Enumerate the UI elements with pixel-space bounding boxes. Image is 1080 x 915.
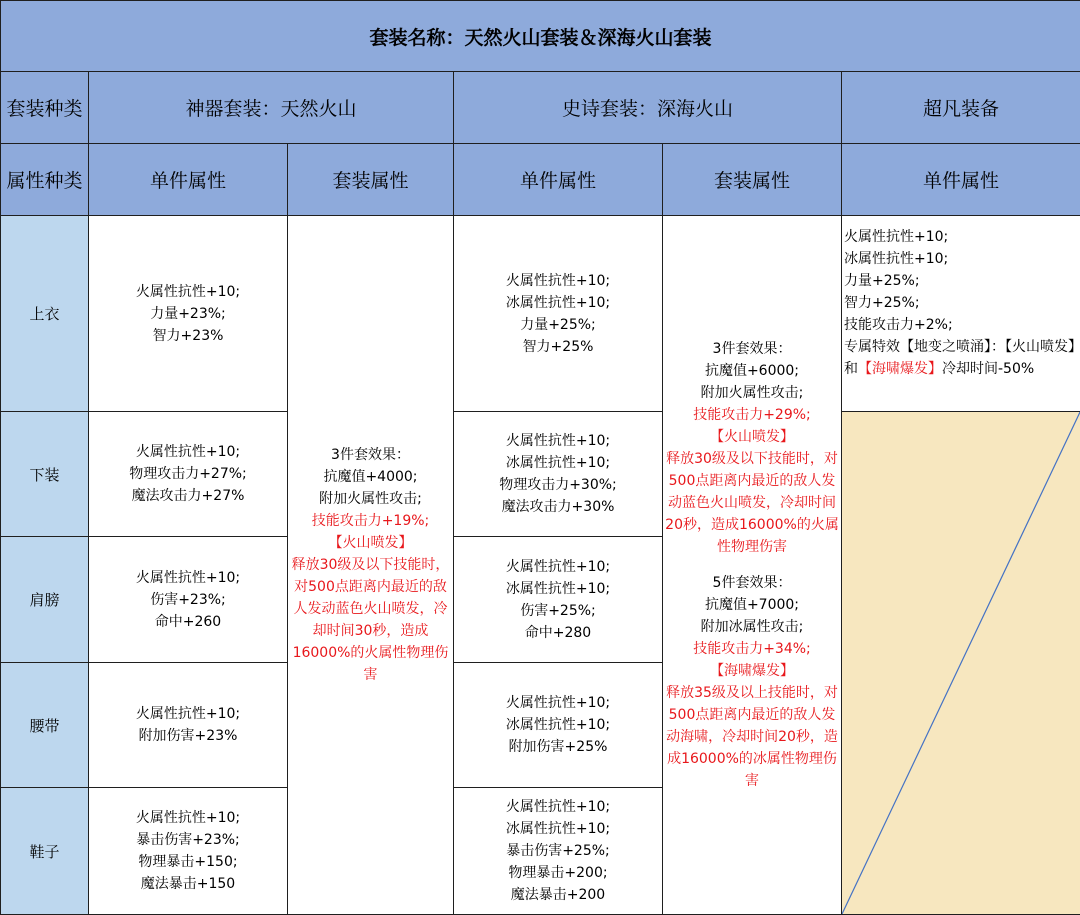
attr-line: 火属性抗性+10; <box>456 556 660 578</box>
attr-line: 暴击伤害+25%; <box>456 840 660 862</box>
special-effect-prefix: 专属特效【地变之喷涌】：【火山喷发】和 <box>844 339 1075 377</box>
attr-line: 命中+260 <box>91 611 285 633</box>
attr-line: 火属性抗性+10; <box>91 567 285 589</box>
attr-line: 火属性抗性+10; <box>91 441 285 463</box>
artifact-set-attr-header: 套装属性 <box>288 144 454 216</box>
epic-single-shoulder <box>454 537 663 663</box>
set-effect-line: 附加火属性攻击; <box>665 382 839 404</box>
attr-line: 物理攻击力+27%; <box>91 463 285 485</box>
set-effect-line: 附加冰属性攻击; <box>665 616 839 638</box>
set-skill-name: 【火山喷发】 <box>290 532 451 554</box>
artifact-single-pants <box>89 412 288 537</box>
special-effect-line <box>844 336 1078 380</box>
artifact-set-header: 神器套装：天然火山 <box>89 72 454 144</box>
attr-line: 力量+23%; <box>91 303 285 325</box>
epic-single-attr-header: 单件属性 <box>454 144 663 216</box>
set-effect-line: 3件套效果： <box>665 338 839 360</box>
epic-set-header: 史诗套装：深海火山 <box>454 72 842 144</box>
epic-set-attr-header: 套装属性 <box>663 144 842 216</box>
attr-line: 冰属性抗性+10; <box>844 248 1078 270</box>
set-type-label: 套装种类 <box>1 72 89 144</box>
artifact-set-attr <box>288 216 454 915</box>
attr-line: 冰属性抗性+10; <box>456 292 660 314</box>
attr-line: 魔法攻击力+27% <box>91 485 285 507</box>
set-skill-name: 【火山喷发】 <box>665 426 839 448</box>
attr-line: 冰属性抗性+10; <box>456 818 660 840</box>
artifact-single-shoulder <box>89 537 288 663</box>
attr-line: 伤害+23%; <box>91 589 285 611</box>
special-effect-suffix: 冷却时间-50% <box>942 361 1034 377</box>
set-effect-red-line: 技能攻击力+29%; <box>665 404 839 426</box>
set-effect-line: 抗魔值+6000; <box>665 360 839 382</box>
set-effect-line: 附加火属性攻击; <box>290 488 451 510</box>
artifact-single-attr-header: 单件属性 <box>89 144 288 216</box>
attr-line: 伤害+25%; <box>456 600 660 622</box>
attr-line: 火属性抗性+10; <box>456 430 660 452</box>
set-effect-line: 抗魔值+7000; <box>665 594 839 616</box>
piece-label-shoulder: 肩膀 <box>1 537 89 663</box>
attr-line: 力量+25%; <box>456 314 660 336</box>
set-skill-name: 【海啸爆发】 <box>665 660 839 682</box>
attr-line: 火属性抗性+10; <box>456 692 660 714</box>
attr-line: 火属性抗性+10; <box>91 703 285 725</box>
set-effect-red-line: 技能攻击力+34%; <box>665 638 839 660</box>
special-effect-red: 【海啸爆发】 <box>858 361 942 377</box>
artifact-single-shoes <box>89 788 288 915</box>
attr-line: 智力+25%; <box>844 292 1078 314</box>
set-effect-line: 3件套效果： <box>290 444 451 466</box>
legendary-single-attr-header: 单件属性 <box>842 144 1080 216</box>
piece-label-belt: 腰带 <box>1 663 89 788</box>
attr-line: 附加伤害+25% <box>456 736 660 758</box>
attr-line: 技能攻击力+2%; <box>844 314 1078 336</box>
set-skill-desc: 释放30级及以下技能时，对500点距离内最近的敌人发动蓝色火山喷发，冷却时间30秒，造成16000%的火属性物理伤害 <box>290 554 451 686</box>
legendary-single-top <box>842 216 1080 412</box>
attr-line: 物理攻击力+30%; <box>456 474 660 496</box>
epic-single-shoes <box>454 788 663 915</box>
piece-label-top: 上衣 <box>1 216 89 412</box>
epic-single-top <box>454 216 663 412</box>
set-effect-line: 抗魔值+4000; <box>290 466 451 488</box>
artifact-single-top <box>89 216 288 412</box>
legendary-header: 超凡装备 <box>842 72 1080 144</box>
diagonal-line <box>842 412 1080 914</box>
set-effect-red-line: 技能攻击力+19%; <box>290 510 451 532</box>
attr-line: 冰属性抗性+10; <box>456 578 660 600</box>
attr-line: 火属性抗性+10; <box>456 796 660 818</box>
set-effect-line: 5件套效果： <box>665 572 839 594</box>
epic-set-attr <box>663 216 842 915</box>
legendary-empty-cell <box>842 412 1080 915</box>
artifact-single-belt <box>89 663 288 788</box>
epic-single-pants <box>454 412 663 537</box>
attr-line: 力量+25%; <box>844 270 1078 292</box>
attr-line: 物理暴击+150; <box>91 851 285 873</box>
table-title: 套装名称：天然火山套装＆深海火山套装 <box>1 1 1080 72</box>
piece-label-shoes: 鞋子 <box>1 788 89 915</box>
attr-line: 冰属性抗性+10; <box>456 714 660 736</box>
attr-line: 火属性抗性+10; <box>91 807 285 829</box>
epic-single-belt <box>454 663 663 788</box>
attr-line: 智力+25% <box>456 336 660 358</box>
attr-line: 魔法暴击+150 <box>91 873 285 895</box>
attr-line: 冰属性抗性+10; <box>456 452 660 474</box>
attr-line: 暴击伤害+23%; <box>91 829 285 851</box>
piece-label-pants: 下装 <box>1 412 89 537</box>
attr-line: 魔法暴击+200 <box>456 884 660 906</box>
attr-line: 智力+23% <box>91 325 285 347</box>
attr-line: 命中+280 <box>456 622 660 644</box>
attr-line: 火属性抗性+10; <box>844 226 1078 248</box>
attr-line: 魔法攻击力+30% <box>456 496 660 518</box>
attr-type-label: 属性种类 <box>1 144 89 216</box>
set-skill-desc: 释放30级及以下技能时，对500点距离内最近的敌人发动蓝色火山喷发，冷却时间20秒，造成16000%的火属性物理伤害 <box>665 448 839 558</box>
attr-line: 火属性抗性+10; <box>91 281 285 303</box>
attr-line: 物理暴击+200; <box>456 862 660 884</box>
attr-line: 火属性抗性+10; <box>456 270 660 292</box>
spacer <box>665 558 839 572</box>
set-skill-desc: 释放35级及以上技能时，对500点距离内最近的敌人发动海啸，冷却时间20秒，造成16000%的冰属性物理伤害 <box>665 682 839 792</box>
attr-line: 附加伤害+23% <box>91 725 285 747</box>
